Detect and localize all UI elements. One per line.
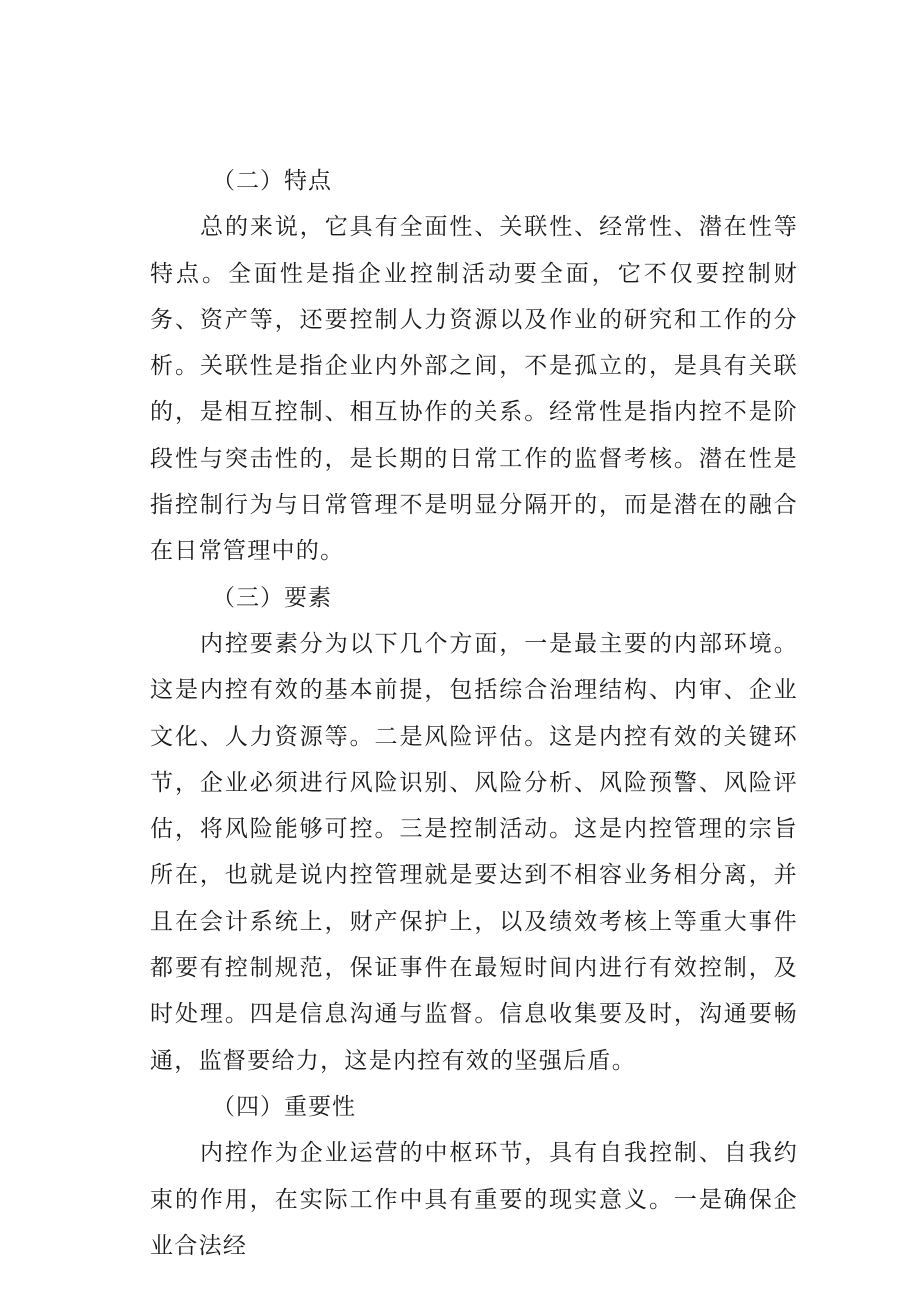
section-heading-features: （二）特点 <box>212 168 332 194</box>
section-paragraph-features: 总的来说，它具有全面性、关联性、经常性、潜在性等特点。全面性是指企业控制活动要全面，它不仅要控制财务、资产等，还要控制人力资源以及作业的研究和工作的分析。关联性是指企业内外部之间，不是孤立的，是具有关联的，是相互控制、相互协作的关系。经常性是指内控不是阶段性与突击性的，是长期的日常工作的监督考核。潜在性是指控制行为与日常管理不是明显分隔开的，而是潜在的融合在日常管理中的。 <box>150 214 798 565</box>
section-paragraph-elements: 内控要素分为以下几个方面，一是最主要的内部环境。这是内控有效的基本前提，包括综合治理结构、内审、企业文化、人力资源等。二是风险评估。这是内控有效的关键环节，企业必须进行风险识别、风险分析、风险预警、风险评估，将风险能够可控。三是控制活动。这是内控管理的宗旨所在，也就是说内控管理就是要达到不相容业务相分离，并且在会计系统上，财产保护上，以及绩效考核上等重大事件都要有控制规范，保证事件在最短时间内进行有效控制，及时处理。四是信息沟通与监督。信息收集要及时，沟通要畅通，监督要给力，这是内控有效的坚强后盾。 <box>150 630 798 1074</box>
section-paragraph-importance: 内控作为企业运营的中枢环节，具有自我控制、自我约束的作用，在实际工作中具有重要的现实意义。一是确保企业合法经 <box>150 1140 798 1259</box>
section-heading-importance: （四）重要性 <box>212 1093 356 1120</box>
document-body <box>150 158 798 1269</box>
section-heading-elements: （三）要素 <box>212 584 332 611</box>
